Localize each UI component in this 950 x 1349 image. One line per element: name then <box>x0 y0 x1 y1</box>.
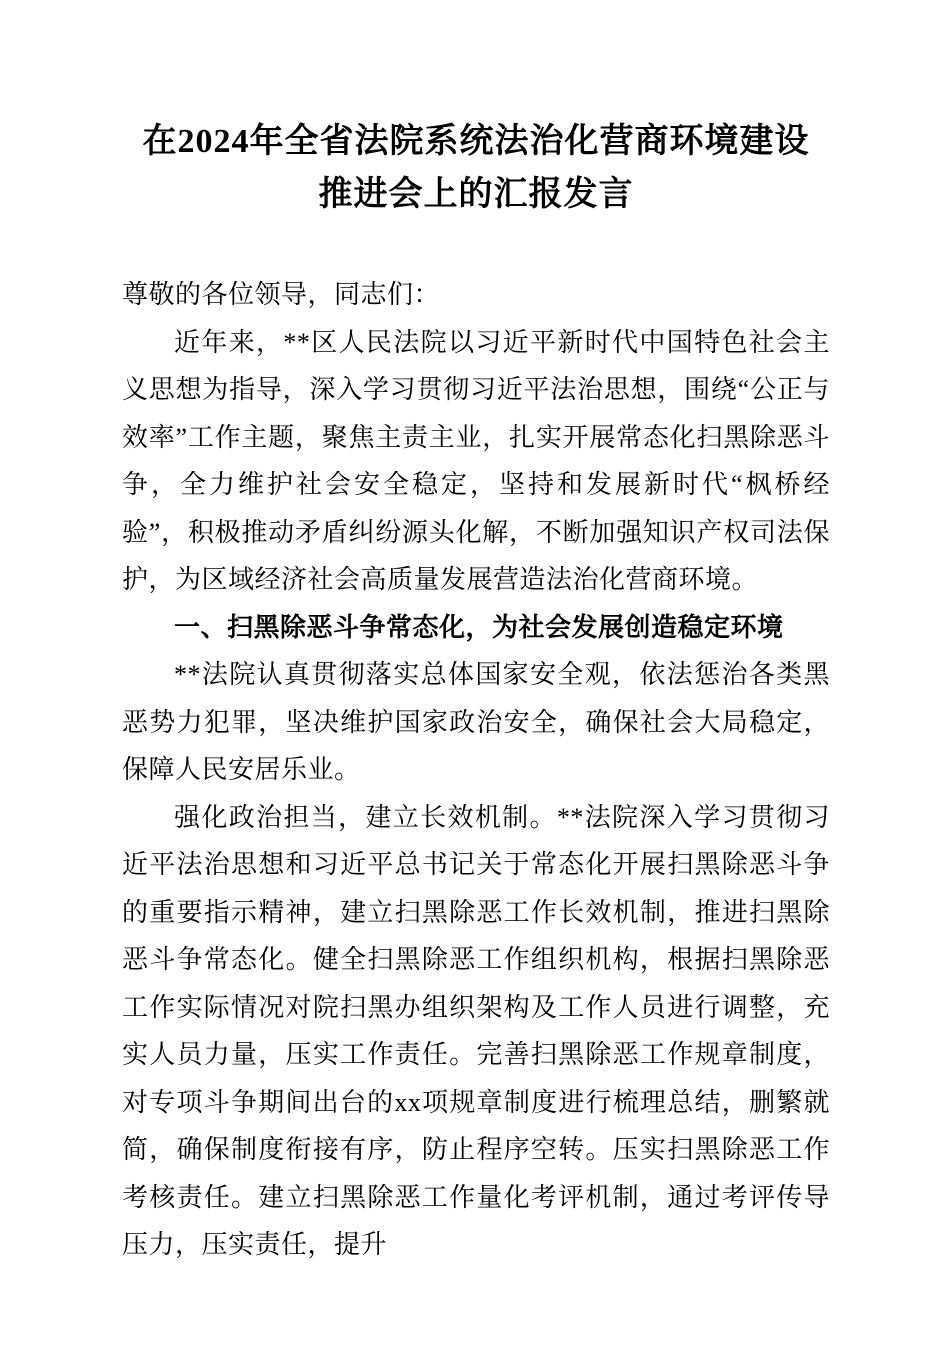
document-title-line-1: 在2024年全省法院系统法治化营商环境建设 <box>142 123 810 160</box>
paragraph-section-1-detail: 强化政治担当，建立长效机制。**法院深入学习贯彻习近平法治思想和习近平总书记关于常态化开展扫黑除恶斗争的重要指示精神，建立扫黑除恶工作长效机制，推进扫黑除恶斗争常态化。健全扫黑除恶工作组织机构，根据扫黑除恶工作实际情况对院扫黑办组织架构及工作人员进行调整，充实人员力量，压实工作责任。完善扫黑除恶工作规章制度，对专项斗争期间出台的xx项规章制度进行梳理总结，删繁就简，确保制度衔接有序，防止程序空转。压实扫黑除恶工作考核责任。建立扫黑除恶工作量化考评机制，通过考评传导压力，压实责任，提升 <box>122 802 830 1260</box>
salutation: 尊敬的各位领导，同志们： <box>122 280 441 310</box>
document-title <box>122 116 830 221</box>
document-title-line-2: 推进会上的汇报发言 <box>318 175 634 213</box>
paragraph-section-1-lead: **法院认真贯彻落实总体国家安全观，依法惩治各类黑恶势力犯罪，坚决维护国家政治安全，确保社会大局稳定，保障人民安居乐业。 <box>122 660 830 785</box>
paragraph-intro: 近年来，**区人民法院以习近平新时代中国特色社会主义思想为指导，深入学习贯彻习近平法治思想，围绕“公正与效率”工作主题，聚焦主责主业，扎实开展常态化扫黑除恶斗争，全力维护社会安全稳定，坚持和发展新时代“枫桥经验”，积极推动矛盾纠纷源头化解，不断加强知识产权司法保护，为区域经济社会高质量发展营造法治化营商环境。 <box>122 327 830 595</box>
section-heading-1: 一、扫黑除恶斗争常态化，为社会发展创造稳定环境 <box>174 612 784 642</box>
